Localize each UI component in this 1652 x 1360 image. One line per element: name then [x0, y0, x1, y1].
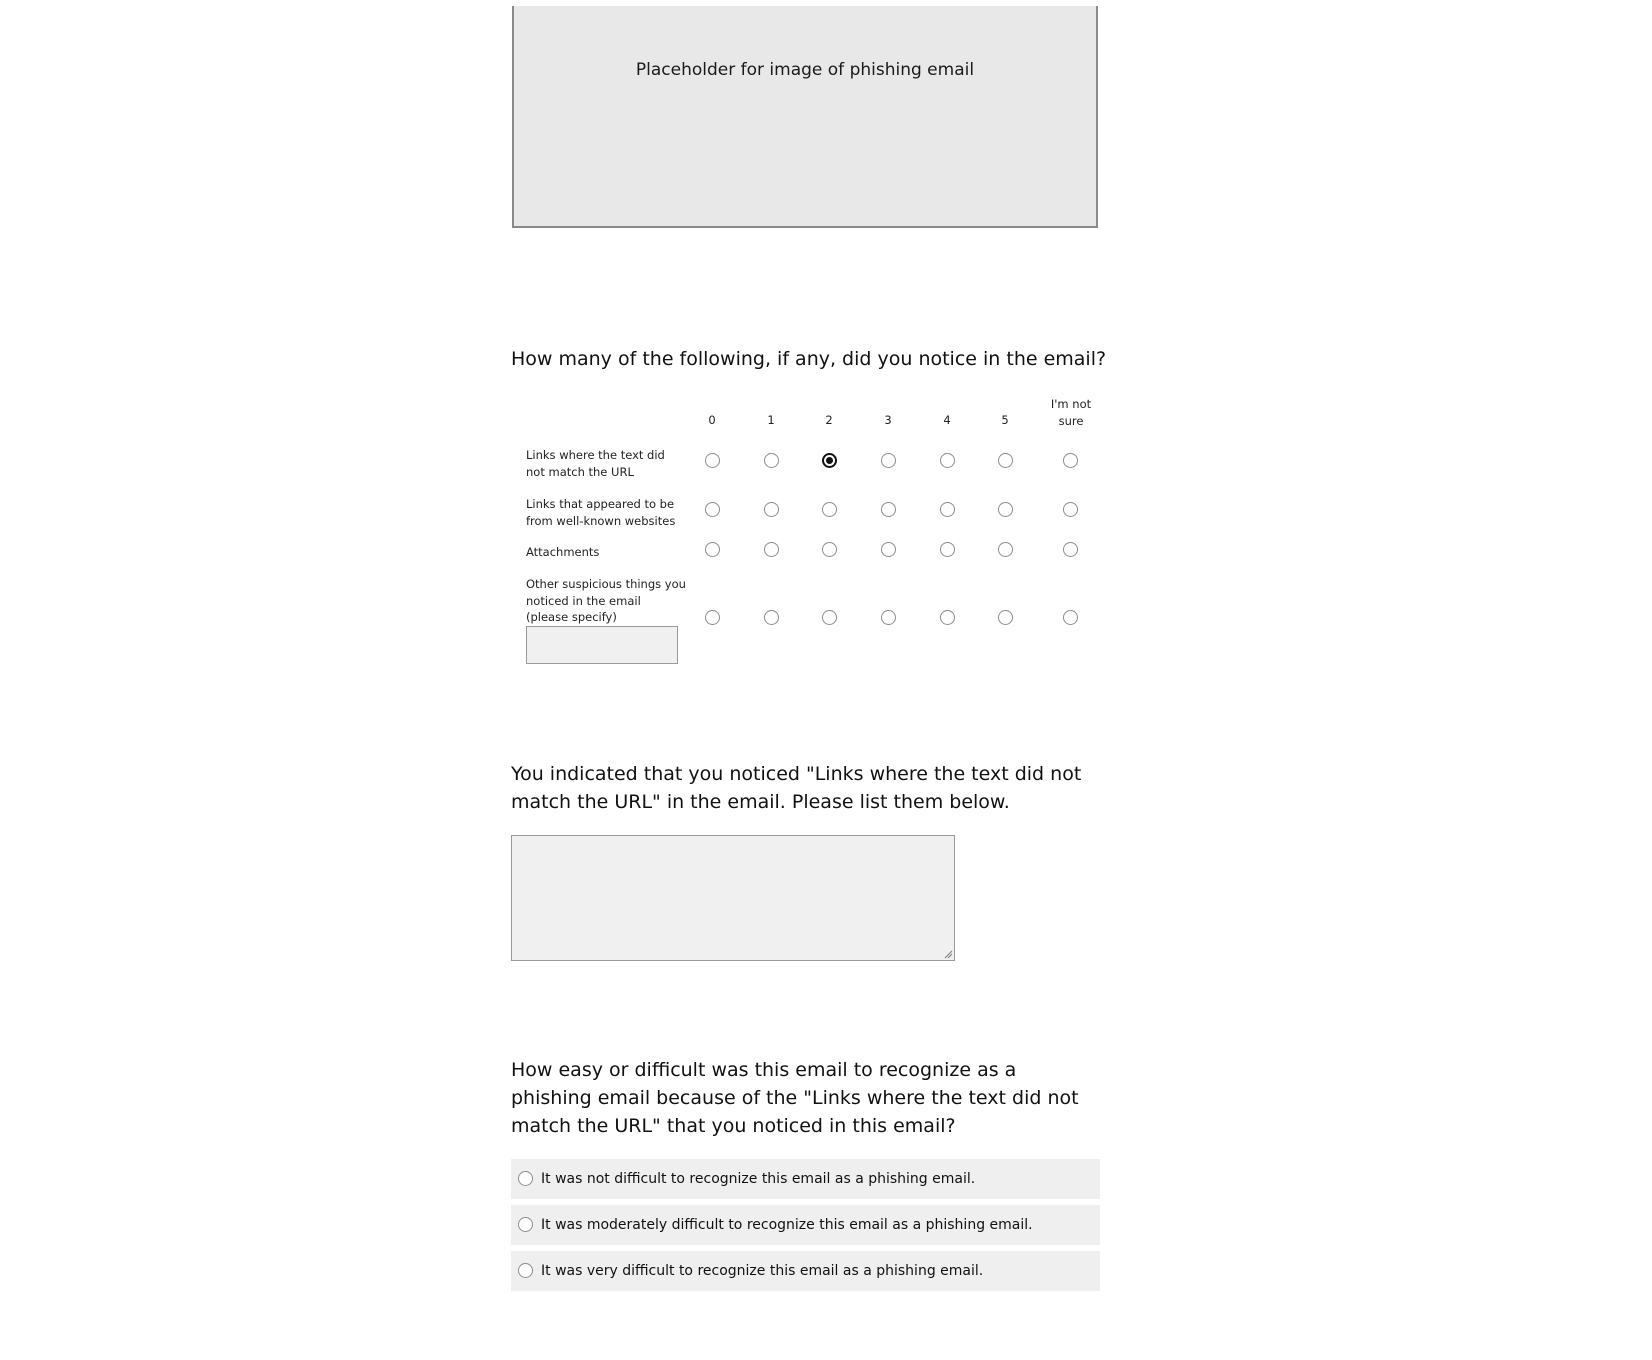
row4-radio-2[interactable] — [822, 610, 837, 625]
row2-radio-0[interactable] — [705, 502, 720, 517]
row2-radio-not-sure[interactable] — [1063, 502, 1078, 517]
row2-radio-2[interactable] — [822, 502, 837, 517]
other-specify-input[interactable] — [526, 626, 678, 664]
column-header-1: 1 — [767, 413, 775, 427]
choice-label: It was not difficult to recognize this email as a phishing email. — [541, 1171, 976, 1187]
row3-radio-5[interactable] — [998, 542, 1013, 557]
row1-radio-not-sure[interactable] — [1063, 453, 1078, 468]
row2-radio-5[interactable] — [998, 502, 1013, 517]
row-label-well-known-websites: Links that appeared to be from well-known websites — [526, 497, 676, 528]
row4-radio-1[interactable] — [764, 610, 779, 625]
row1-radio-0[interactable] — [705, 453, 720, 468]
row2-radio-4[interactable] — [940, 502, 955, 517]
column-header-4: 4 — [943, 413, 951, 427]
row3-radio-0[interactable] — [705, 542, 720, 557]
row2-radio-3[interactable] — [881, 502, 896, 517]
question-2-title: You indicated that you noticed "Links where the text did not match the URL" in the email. Please list them below. — [511, 763, 1082, 813]
column-header-5: 5 — [1001, 413, 1009, 427]
row3-radio-3[interactable] — [881, 542, 896, 557]
row4-radio-3[interactable] — [881, 610, 896, 625]
row4-radio-4[interactable] — [940, 610, 955, 625]
choice-radio[interactable] — [518, 1263, 533, 1278]
choice-label: It was very difficult to recognize this email as a phishing email. — [541, 1263, 984, 1279]
choice-radio[interactable] — [518, 1171, 533, 1186]
row-label-other-suspicious: Other suspicious things you noticed in the email (please specify) — [526, 577, 686, 624]
row1-radio-4[interactable] — [940, 453, 955, 468]
row1-radio-3[interactable] — [881, 453, 896, 468]
column-header-0: 0 — [708, 413, 716, 427]
row3-radio-not-sure[interactable] — [1063, 542, 1078, 557]
question-1-title: How many of the following, if any, did you notice in the email? — [511, 348, 1107, 370]
row-label-attachments: Attachments — [526, 545, 600, 559]
choice-radio[interactable] — [518, 1217, 533, 1232]
email-image-placeholder — [512, 6, 1098, 228]
choice-moderately-difficult[interactable] — [511, 1205, 1100, 1245]
question-3-title: How easy or difficult was this email to recognize as a phishing email because of the "Links where the text did not match the URL" that you noticed in this email? — [511, 1059, 1079, 1137]
row4-radio-0[interactable] — [705, 610, 720, 625]
row1-radio-5[interactable] — [998, 453, 1013, 468]
row1-radio-2[interactable] — [822, 453, 837, 468]
column-header-not-sure: I'm not sure — [1050, 397, 1092, 428]
column-header-2: 2 — [825, 413, 833, 427]
row-label-links-text-mismatch: Links where the text did not match the URL — [526, 448, 665, 479]
resize-grip-icon[interactable] — [943, 949, 953, 959]
column-header-3: 3 — [884, 413, 892, 427]
placeholder-text: Placeholder for image of phishing email — [635, 60, 975, 80]
row4-radio-not-sure[interactable] — [1063, 610, 1078, 625]
question-2-answer-textarea[interactable] — [511, 835, 955, 961]
row2-radio-1[interactable] — [764, 502, 779, 517]
row4-radio-5[interactable] — [998, 610, 1013, 625]
choice-very-difficult[interactable] — [511, 1251, 1100, 1291]
row1-radio-1[interactable] — [764, 453, 779, 468]
row3-radio-4[interactable] — [940, 542, 955, 557]
row3-radio-1[interactable] — [764, 542, 779, 557]
choice-not-difficult[interactable] — [511, 1159, 1100, 1199]
choice-label: It was moderately difficult to recognize this email as a phishing email. — [541, 1217, 1033, 1233]
row3-radio-2[interactable] — [822, 542, 837, 557]
